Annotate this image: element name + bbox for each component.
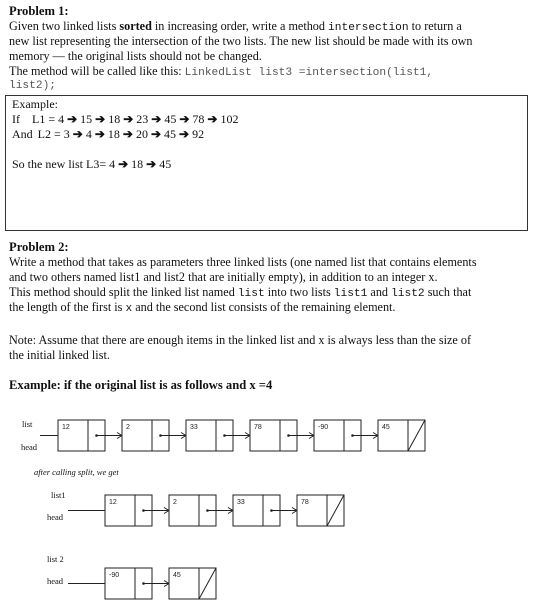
- list-value: 18: [131, 157, 144, 171]
- line4-text-a: the length of the first is: [9, 300, 126, 314]
- arrow-icon: ➔: [204, 112, 221, 126]
- arrow-icon: ➔: [64, 112, 81, 126]
- line3-text-b: into two lists: [264, 285, 334, 299]
- arrow-icon: ➔: [115, 157, 132, 171]
- arrow-icon: ➔: [91, 127, 108, 141]
- list-label: list: [22, 419, 33, 429]
- node-value: 45: [173, 572, 181, 579]
- node-value: 45: [382, 424, 390, 431]
- null-pointer-slash: [408, 420, 425, 451]
- problem2-title: Problem 2:: [9, 240, 69, 254]
- list-value: 15: [80, 112, 93, 126]
- arrow-icon: ➔: [69, 127, 86, 141]
- list1-code: list1: [333, 288, 368, 300]
- list-value: 92: [192, 127, 205, 141]
- problem1-intro-tail: to return a: [408, 19, 462, 33]
- l2-prefix: And: [12, 127, 33, 141]
- l2-name: L2 =: [37, 127, 64, 141]
- list-value: 23: [136, 112, 149, 126]
- list-value: 3: [63, 127, 70, 141]
- after-split-text: after calling split, we get: [34, 467, 119, 477]
- node-value: -90: [109, 572, 120, 579]
- node-value: 33: [237, 499, 245, 506]
- example-heading: Example: if the original list is as follows and x =4: [9, 378, 273, 392]
- arrow-icon: ➔: [92, 112, 109, 126]
- list-value: 4: [58, 112, 65, 126]
- list2-label: list 2: [47, 554, 64, 564]
- problem1-intro-text: Given two linked lists: [9, 19, 120, 33]
- null-pointer-slash: [199, 568, 216, 599]
- call-code-continued: list2);: [9, 80, 56, 92]
- problem2-line2: and two others named list1 and list2 that are initially empty), in addition to an integer x.: [9, 270, 438, 284]
- list1-label: list1: [51, 490, 66, 500]
- note-line1: Note: Assume that there are enough items in the linked list and x is always less than the size of: [9, 333, 472, 347]
- line3-text-d: such that: [424, 285, 472, 299]
- line3-text-a: This method should split the linked list named: [9, 285, 238, 299]
- l1-prefix: If: [12, 112, 20, 126]
- call-code: LinkedList list3 =intersection(list1,: [184, 67, 434, 79]
- line3-text-c: and: [367, 285, 392, 299]
- node-value: 78: [254, 424, 262, 431]
- list-value: 102: [220, 112, 239, 126]
- arrow-icon: ➔: [176, 127, 193, 141]
- l1-name: L1 =: [32, 112, 59, 126]
- list-value: 18: [108, 112, 121, 126]
- line4-text-b: and the second list consists of the remaining element.: [132, 300, 396, 314]
- list-code: list: [237, 288, 265, 300]
- call-intro-text: The method will be called like this:: [9, 64, 185, 78]
- arrow-icon: ➔: [176, 112, 193, 126]
- list-value: 45: [164, 112, 177, 126]
- result-text: So the new list L3=: [12, 157, 110, 171]
- example-label: Example:: [12, 97, 58, 111]
- node-value: 33: [190, 424, 198, 431]
- node-value: 78: [301, 499, 309, 506]
- node-value: 12: [109, 499, 117, 506]
- node-value: -90: [318, 424, 329, 431]
- head-label: head: [21, 442, 38, 452]
- x-code: x: [125, 303, 133, 315]
- arrow-icon: ➔: [147, 127, 165, 141]
- note-line2: the initial linked list.: [9, 348, 110, 362]
- arrow-icon: ➔: [148, 112, 165, 126]
- list-value: 4: [109, 157, 116, 171]
- list-value: 45: [159, 157, 172, 171]
- sorted-keyword: sorted: [119, 19, 152, 33]
- intersection-method-name: intersection: [328, 22, 409, 34]
- list-value: 20: [135, 127, 148, 141]
- arrow-icon: ➔: [143, 157, 160, 171]
- list2-head-label: head: [47, 576, 64, 586]
- problem1-intro-text-2: in increasing order, write a method: [151, 19, 329, 33]
- problem2-line1: Write a method that takes as parameters three linked lists (one named list that contains elements: [9, 255, 477, 269]
- problem1-title: Problem 1:: [9, 4, 69, 18]
- list-value: 18: [107, 127, 120, 141]
- arrow-icon: ➔: [119, 127, 136, 141]
- list-value: 78: [192, 112, 205, 126]
- null-pointer-slash: [327, 495, 344, 526]
- problem1-line2: new list representing the intersection of the two lists. The new list should be made with its own: [9, 34, 473, 48]
- list-value: 4: [85, 127, 92, 141]
- arrow-icon: ➔: [120, 112, 137, 126]
- node-value: 2: [173, 499, 177, 506]
- list2-code: list2: [391, 288, 425, 300]
- list-value: 45: [164, 127, 177, 141]
- problem1-line3: memory — the original lists should not be changed.: [9, 49, 262, 63]
- node-value: 2: [126, 424, 130, 431]
- list1-head-label: head: [47, 512, 64, 522]
- node-value: 12: [62, 424, 70, 431]
